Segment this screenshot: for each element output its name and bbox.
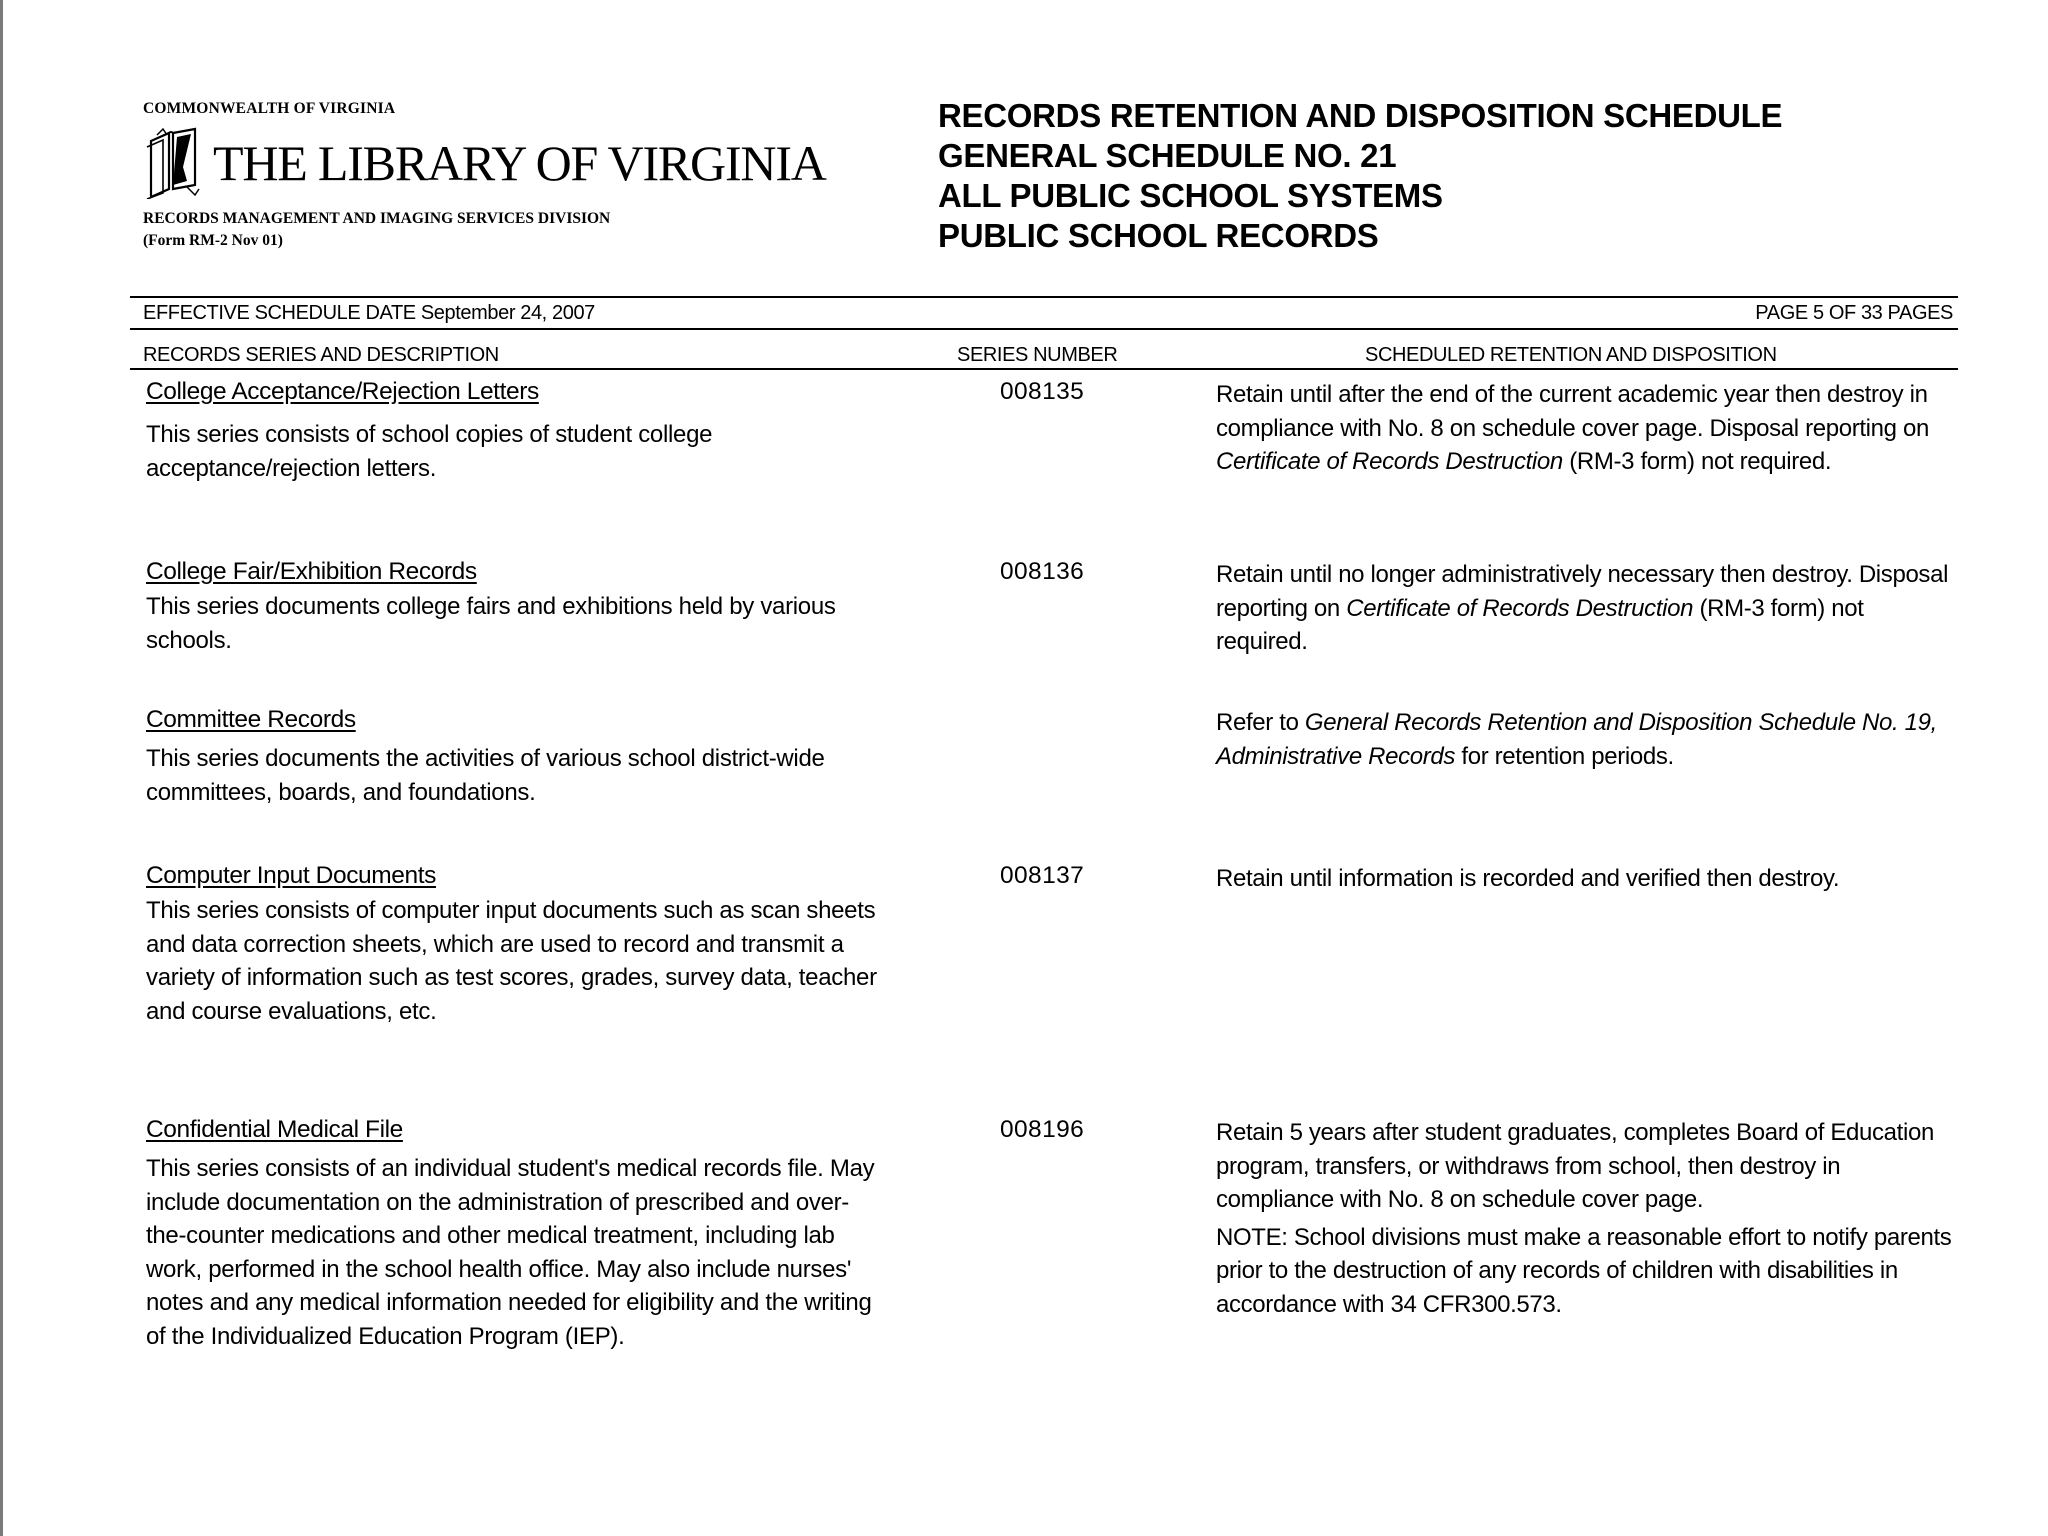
entry-series-number: 008136 bbox=[1000, 558, 1085, 585]
entry-title: Committee Records bbox=[146, 706, 356, 733]
header-rule-middle bbox=[130, 328, 1958, 330]
schedule-title-2: GENERAL SCHEDULE NO. 21 bbox=[938, 137, 1397, 174]
schedule-title-4: PUBLIC SCHOOL RECORDS bbox=[938, 217, 1379, 254]
entry-retention bbox=[1216, 1116, 1956, 1321]
entry-title: Computer Input Documents bbox=[146, 862, 436, 889]
column-header-description: RECORDS SERIES AND DESCRIPTION bbox=[143, 344, 499, 366]
entry-retention bbox=[1216, 378, 1956, 479]
header-rule-top bbox=[130, 296, 1958, 298]
entry-title: College Fair/Exhibition Records bbox=[146, 558, 477, 585]
entry-description: This series consists of an individual student's medical records file. May include documentation on the administration of prescribed and over-the-counter medications and other medical treatment, including lab work, performed in the school health office. May also include nurses' notes and any medical information needed for eligibility and the writing of the Individualized Education Program (IEP). bbox=[146, 1155, 875, 1350]
library-logo bbox=[143, 126, 826, 200]
entry-title: Confidential Medical File bbox=[146, 1116, 403, 1143]
entry-series-number: 008135 bbox=[1000, 378, 1085, 405]
library-book-icon bbox=[143, 127, 203, 199]
retention-text-end: (RM-3 form) not required. bbox=[1562, 448, 1832, 475]
column-header-series-number: SERIES NUMBER bbox=[957, 344, 1118, 366]
schedule-titles bbox=[938, 96, 1782, 256]
retention-text: Refer to bbox=[1216, 709, 1305, 736]
page-number: PAGE 5 OF 33 PAGES bbox=[1755, 302, 1953, 324]
retention-text: Retain until after the end of the current academic year then destroy in compliance with No. 8 on schedule cover page. Disposal reporting on bbox=[1216, 381, 1929, 442]
entry-retention bbox=[1216, 558, 1956, 659]
commonwealth-label: COMMONWEALTH OF VIRGINIA bbox=[143, 100, 396, 117]
form-id-label: (Form RM-2 Nov 01) bbox=[143, 232, 283, 249]
library-logo-block bbox=[143, 100, 826, 250]
entry-title: College Acceptance/Rejection Letters bbox=[146, 378, 539, 405]
entry-description: This series consists of school copies of student college acceptance/rejection letters. bbox=[146, 421, 713, 482]
schedule-title-1: RECORDS RETENTION AND DISPOSITION SCHEDULE bbox=[938, 97, 1783, 134]
entry-series-number: 008196 bbox=[1000, 1116, 1085, 1143]
retention-text-end: (RM-3 form) not required. bbox=[1216, 594, 1864, 655]
retention-text: Retain until information is recorded and verified then destroy. bbox=[1216, 865, 1840, 892]
retention-note: NOTE: School divisions must make a reasonable effort to notify parents prior to the destruction of any records of children with disabilities in accordance with 34 CFR300.573. bbox=[1216, 1223, 1952, 1318]
division-label: RECORDS MANAGEMENT AND IMAGING SERVICES DIVISION bbox=[143, 210, 611, 227]
effective-date: EFFECTIVE SCHEDULE DATE September 24, 2007 bbox=[143, 302, 595, 324]
retention-schedule-title: General Records Retention and Disposition Schedule No. 19, Administrative Records bbox=[1216, 709, 1937, 770]
retention-form-title: Certificate of Records Destruction bbox=[1216, 448, 1563, 475]
entry-description: This series consists of computer input documents such as scan sheets and data correction sheets, which are used to record and transmit a variety of information such as test scores, grades, survey data, teacher and course evaluations, etc. bbox=[146, 897, 877, 1025]
entry-retention bbox=[1216, 862, 1956, 896]
entry-description: This series documents the activities of various school district-wide committees, boards, and foundations. bbox=[146, 745, 825, 806]
schedule-title-3: ALL PUBLIC SCHOOL SYSTEMS bbox=[938, 177, 1443, 214]
retention-text-end: for retention periods. bbox=[1455, 742, 1674, 770]
entry-retention bbox=[1216, 706, 1956, 773]
retention-form-title: Certificate of Records Destruction bbox=[1346, 594, 1694, 622]
column-header-retention: SCHEDULED RETENTION AND DISPOSITION bbox=[1365, 344, 1777, 366]
header-rule-bottom bbox=[130, 368, 1958, 370]
entry-description: This series documents college fairs and exhibitions held by various schools. bbox=[146, 593, 836, 654]
entry-series-number: 008137 bbox=[1000, 862, 1085, 889]
retention-text: Retain 5 years after student graduates, completes Board of Education program, transfers, or withdraws from school, then destroy in compliance with No. 8 on schedule cover page. bbox=[1216, 1119, 1934, 1213]
retention-text: Retain until no longer administratively necessary then destroy. Disposal reporting on bbox=[1216, 561, 1949, 622]
library-name: THE LIBRARY OF VIRGINIA bbox=[213, 135, 826, 191]
